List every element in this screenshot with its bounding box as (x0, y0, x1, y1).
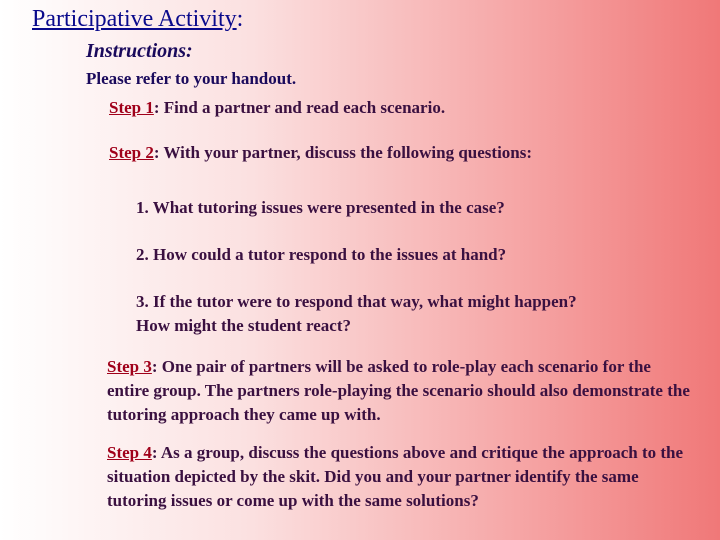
step-1-text: : Find a partner and read each scenario. (153, 98, 446, 117)
step-3-text: : One pair of partners will be asked to role-play each scenario for the entire group. The partners role-playing the scenario should also demonstrate the tutoring approach they came up with. (107, 357, 690, 424)
step-2 (109, 141, 532, 165)
question-3: 3. If the tutor were to respond that way, what might happen? How might the student react? (136, 292, 577, 335)
instructions-heading: Instructions: (86, 40, 193, 62)
step-2-text: : With your partner, discuss the following questions: (153, 143, 533, 162)
step-1 (109, 96, 445, 120)
handout-line: Please refer to your handout. (86, 69, 297, 88)
step-1-label: Step 1 (109, 98, 154, 117)
slide-title (32, 6, 243, 33)
slide-title-colon: : (236, 6, 244, 32)
step-4 (107, 441, 692, 513)
step-3 (107, 355, 692, 427)
step-4-label: Step 4 (107, 443, 152, 462)
question-1: 1. What tutoring issues were presented in the case? (136, 198, 505, 217)
slide-title-text: Participative Activity (32, 6, 237, 32)
step-4-text: : As a group, discuss the questions above and critique the approach to the situation depicted by the skit. Did you and your partner identify the same tutoring issues or come up with the same solutions? (107, 443, 684, 510)
question-2: 2. How could a tutor respond to the issues at hand? (136, 245, 507, 264)
step-3-label: Step 3 (107, 357, 152, 376)
step-2-label: Step 2 (109, 143, 154, 162)
